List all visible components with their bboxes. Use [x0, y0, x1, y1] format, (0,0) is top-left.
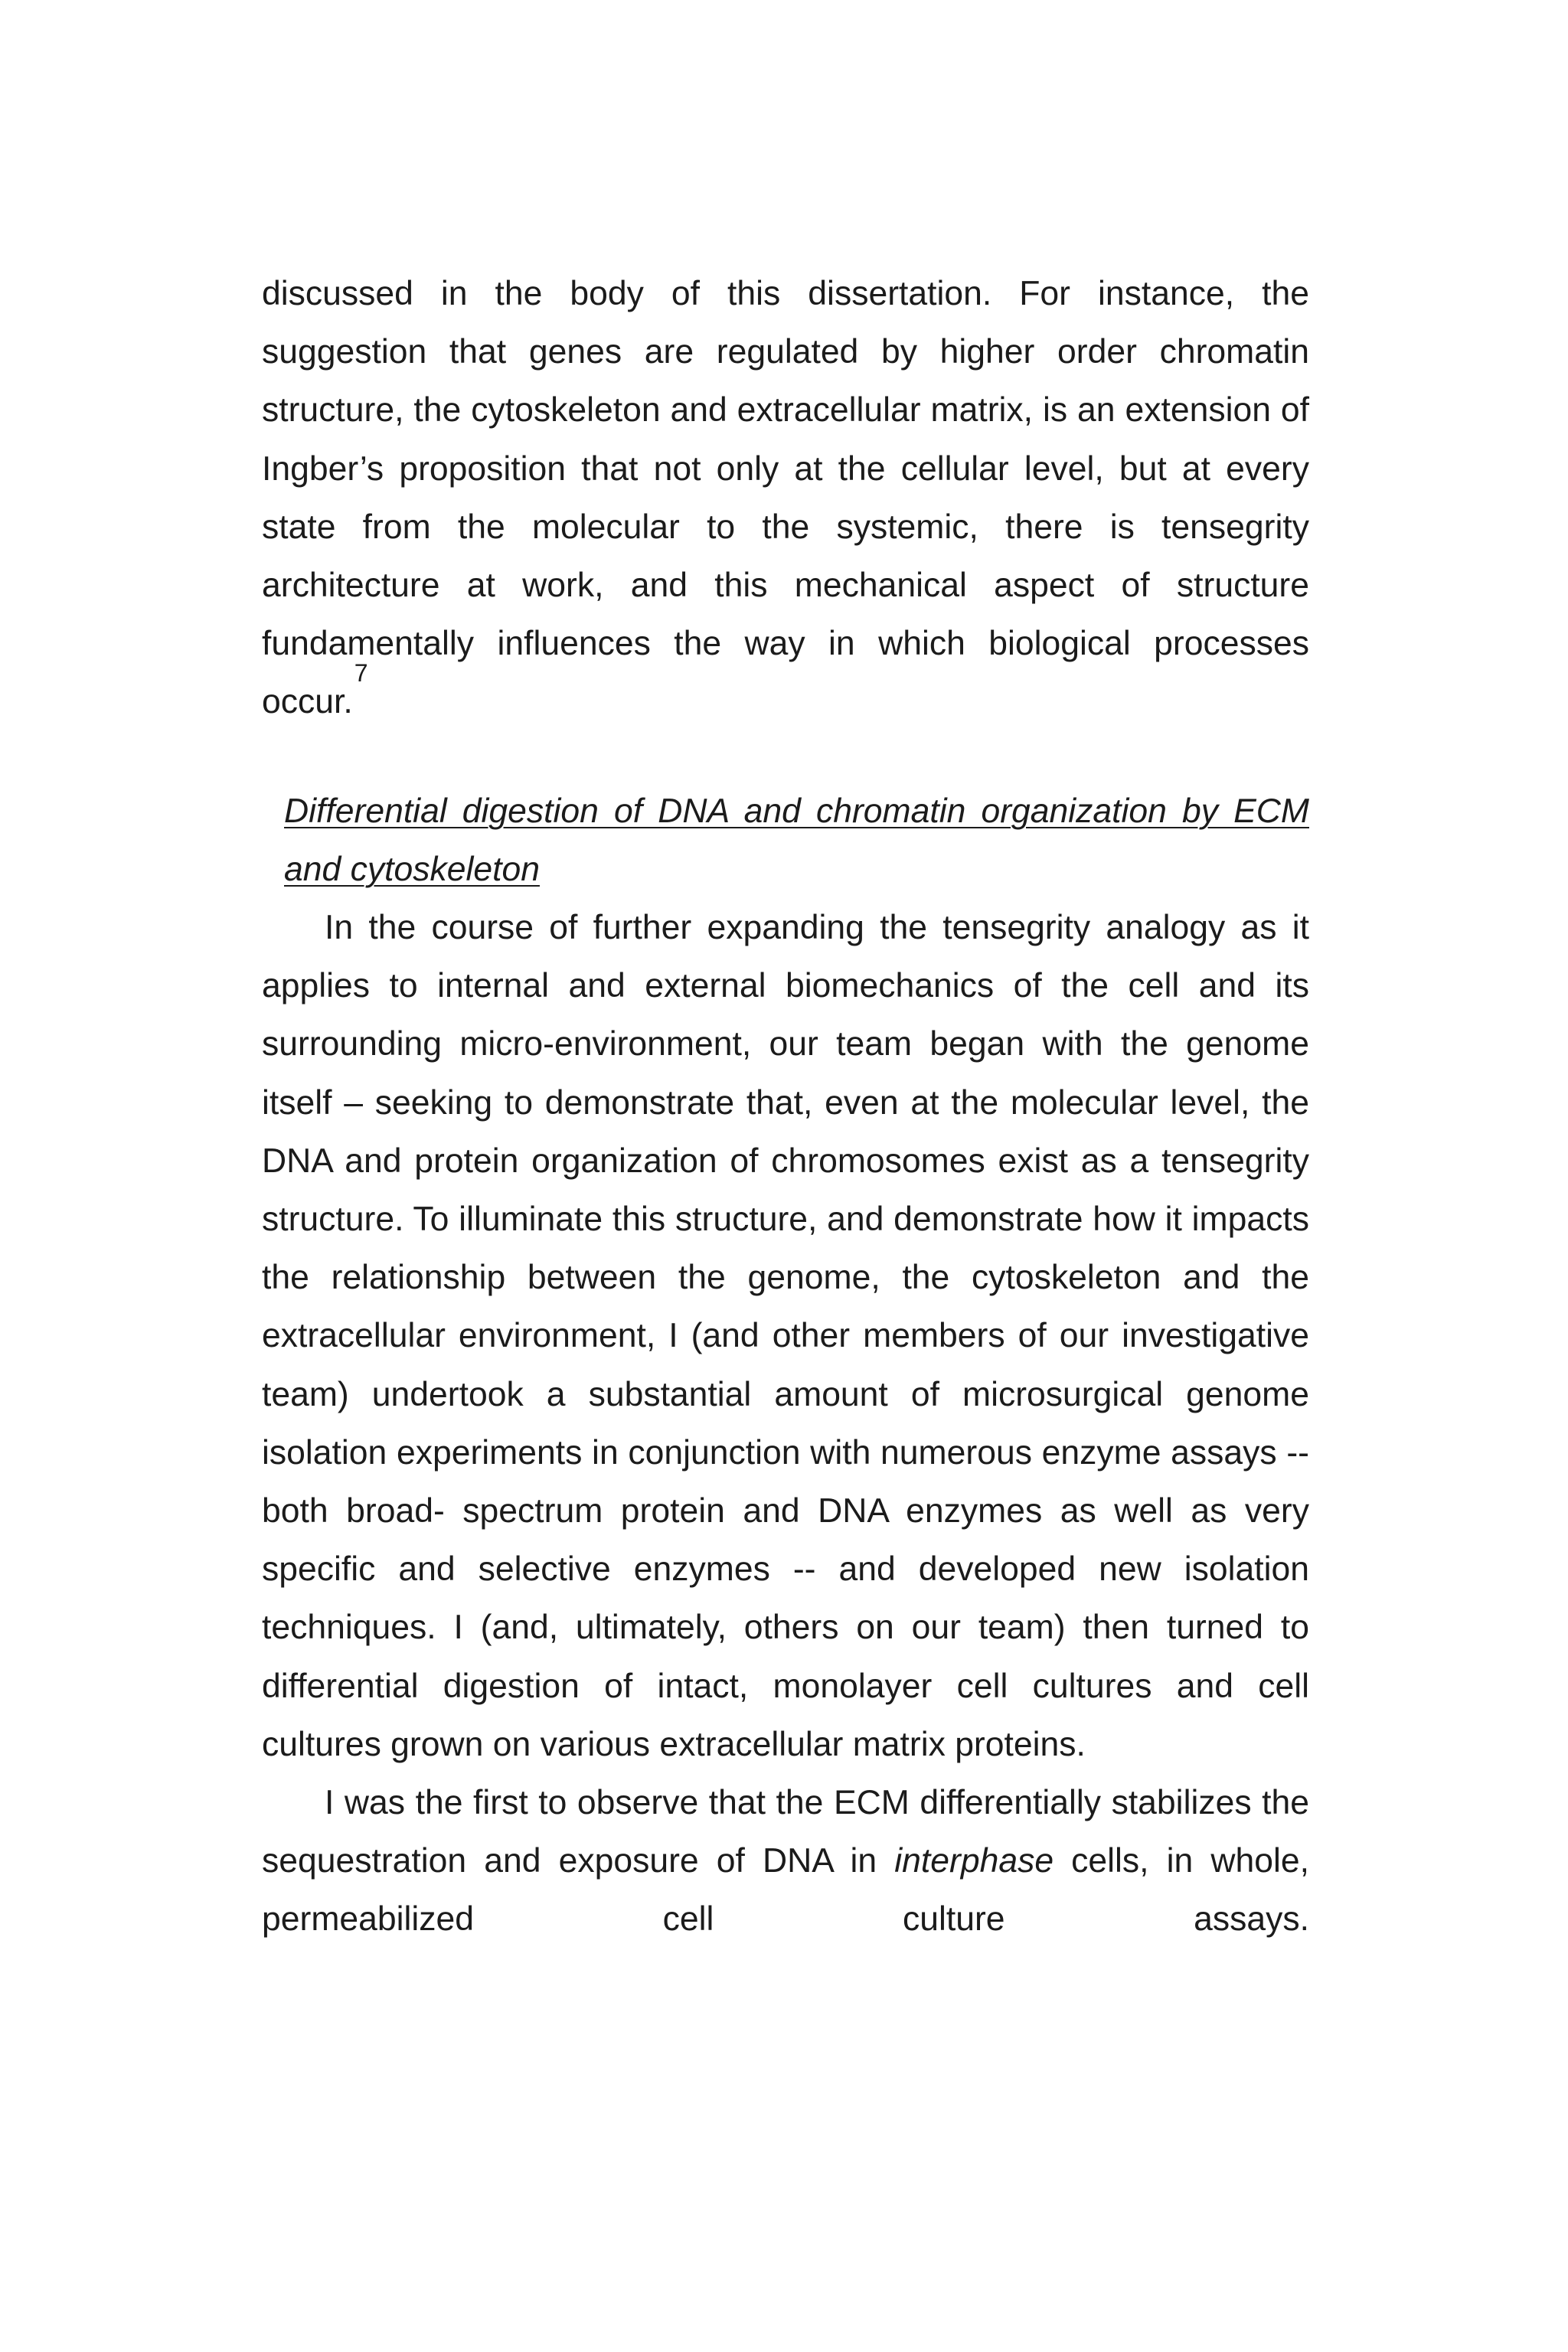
body-paragraph-2: In the course of further expanding the tensegrity analogy as it applies to internal and external biomechanics of the cell and its surrounding micro-environment, our team began with the genome itself – seeking to demonstrate that, even at the molecular level, the DNA and protein organization of chromosomes exist as a tensegrity structure. To illuminate this structure, and demonstrate how it impacts the relationship between the genome, the cytoskeleton and the extracellular environment, I (and other members of our investigative team) undertook a substantial amount of microsurgical genome isolation experiments in conjunction with numerous enzyme assays -- both broad- spectrum protein and DNA enzymes as well as very specific and selective enzymes -- and developed new isolation techniques. I (and, ultimately, others on our team) then turned to differential digestion of intact, monolayer cell cultures and cell cultures grown on various extracellular matrix proteins.: [262, 909, 1309, 1763]
paragraph-text-start: I was the first to observe that the ECM differentially stabilizes the sequestration and exposure of DNA in: [262, 1784, 1309, 1880]
body-paragraph-3: [262, 1774, 1309, 1949]
document-page: [262, 265, 1309, 1949]
emphasized-term: interphase: [894, 1842, 1054, 1880]
section-heading: Differential digestion of DNA and chromatin organization by ECM and cytoskeleton: [284, 792, 1309, 888]
footnote-marker: 7: [354, 658, 368, 687]
paragraph-text-end: cells, in whole, permeabilized cell culture assays.: [262, 1842, 1309, 1939]
body-paragraph-1: [262, 265, 1309, 732]
paragraph-text: discussed in the body of this dissertation. For instance, the suggestion that genes are regulated by higher order chromatin structure, the cytoskeleton and extracellular matrix, is an extension of Ingber’s proposition that not only at the cellular level, but at every state from the molecular to the systemic, there is tensegrity architecture at work, and this mechanical aspect of structure fundamentally influences the way in which biological processes occur.: [262, 275, 1309, 721]
